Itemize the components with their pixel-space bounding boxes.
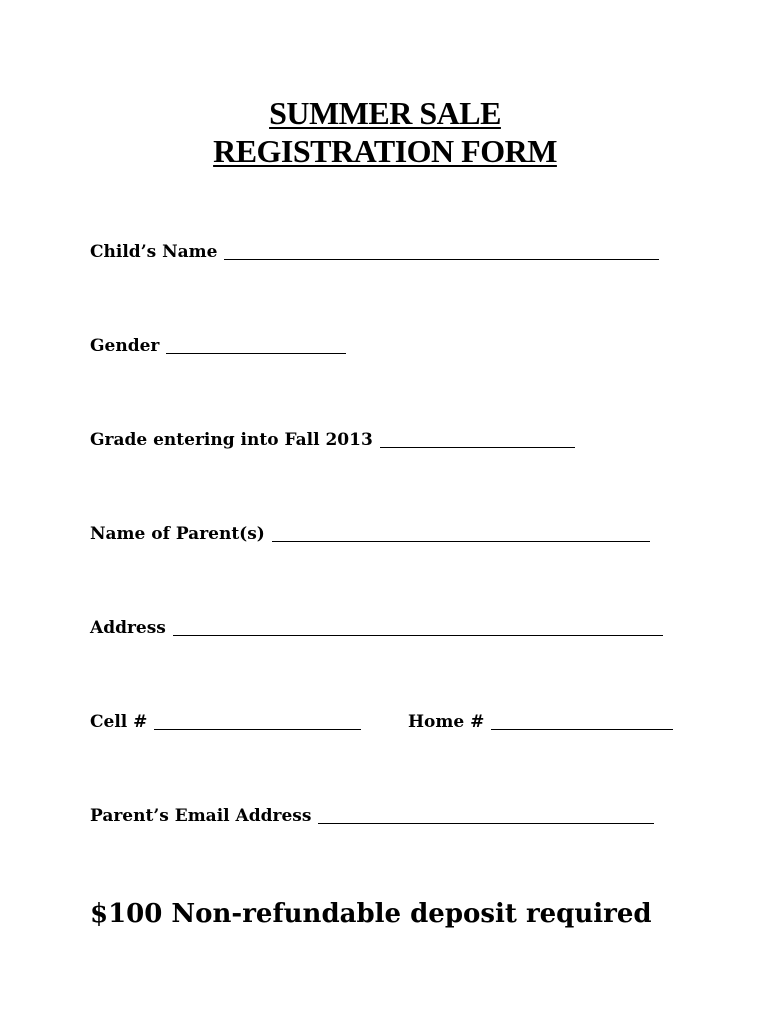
- address-row: [90, 616, 663, 640]
- grade-row: [90, 428, 575, 452]
- email-blank[interactable]: [318, 823, 654, 824]
- form-title-line-1: [0, 95, 770, 131]
- gender-row: [90, 334, 346, 358]
- form-title-text-1: SUMMER SALE: [269, 95, 501, 131]
- child-name-blank[interactable]: [224, 259, 659, 260]
- home-row: [408, 710, 673, 734]
- cell-blank[interactable]: [154, 729, 361, 730]
- deposit-note: $100 Non-refundable deposit required: [90, 899, 652, 929]
- grade-blank[interactable]: [380, 447, 575, 448]
- home-blank[interactable]: [491, 729, 673, 730]
- address-blank[interactable]: [173, 635, 663, 636]
- parent-name-blank[interactable]: [272, 541, 650, 542]
- cell-row: [90, 710, 361, 734]
- grade-label: Grade entering into Fall 2013: [90, 430, 373, 450]
- email-row: [90, 804, 654, 828]
- parent-name-row: [90, 522, 650, 546]
- gender-blank[interactable]: [166, 353, 346, 354]
- form-title-text-2: REGISTRATION FORM: [213, 133, 557, 169]
- child-name-label: Child’s Name: [90, 242, 218, 262]
- home-label: Home #: [408, 712, 485, 732]
- form-title-line-2: [0, 133, 770, 169]
- cell-label: Cell #: [90, 712, 148, 732]
- email-label: Parent’s Email Address: [90, 806, 312, 826]
- parent-name-label: Name of Parent(s): [90, 524, 265, 544]
- child-name-row: [90, 240, 659, 264]
- address-label: Address: [90, 618, 166, 638]
- gender-label: Gender: [90, 336, 160, 356]
